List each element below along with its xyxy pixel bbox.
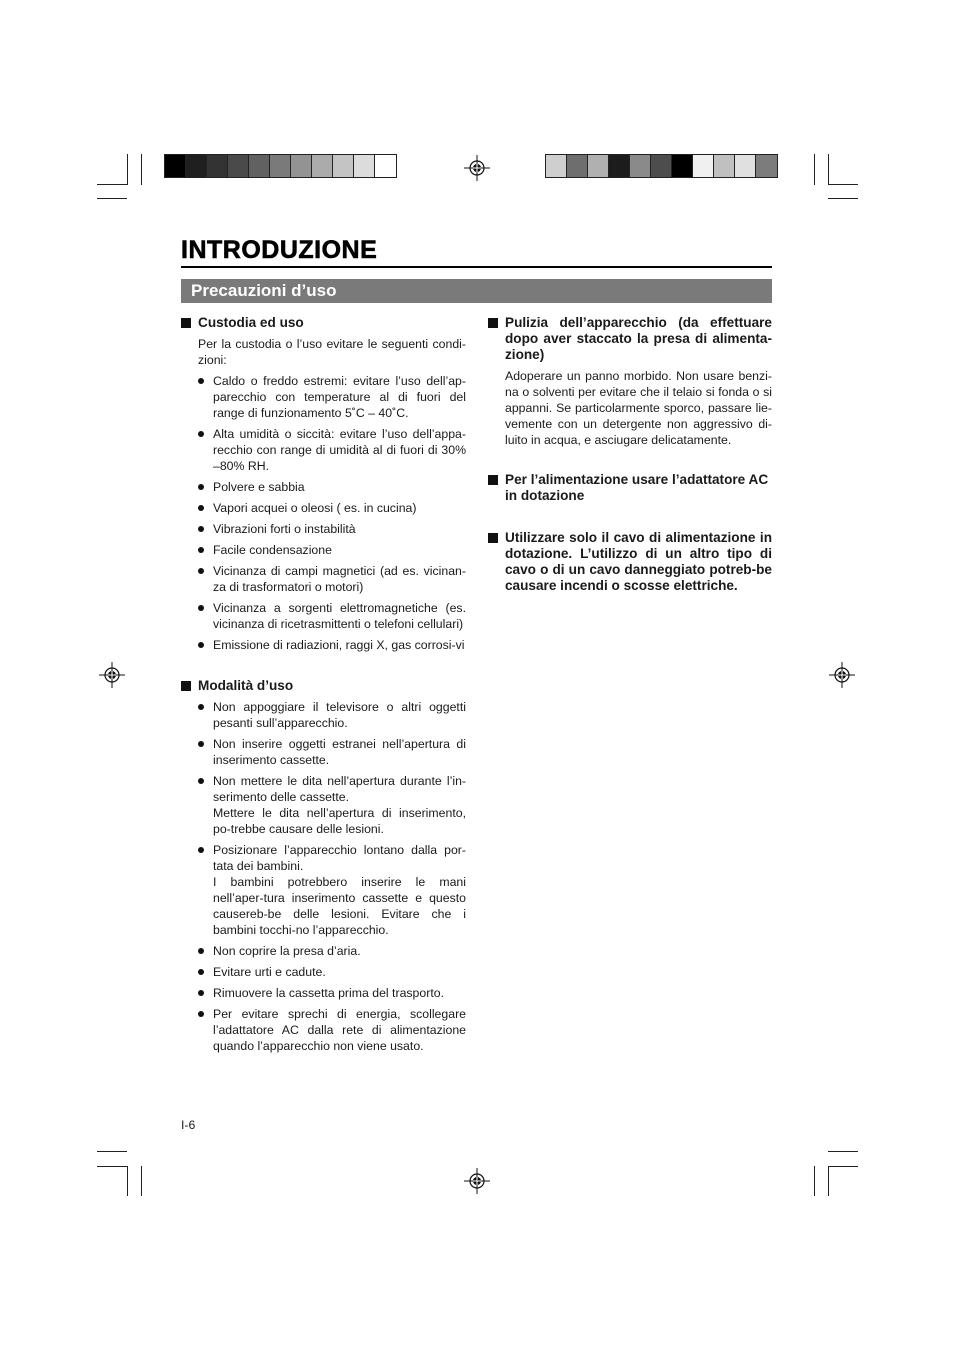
bullet-dot-icon — [198, 484, 204, 490]
list-item-text: Alta umidità o siccità: evitare l’uso dell’appa-recchio con range di umidità al di fuori di 30% –80% RH. — [213, 427, 466, 473]
color-swatch — [333, 155, 354, 177]
modalita-list-item — [181, 1006, 466, 1054]
bullet-dot-icon — [198, 526, 204, 532]
bullet-dot-icon — [198, 948, 204, 954]
list-item-text: Non inserire oggetti estranei nell’apertura di inserimento cassette. — [213, 737, 466, 767]
square-bullet-icon — [488, 475, 498, 485]
bullet-dot-icon — [198, 642, 204, 648]
custodia-intro: Per la custodia o l’uso evitare le seguenti condi-zioni: — [198, 337, 466, 367]
list-item-note: Mettere le dita nell’apertura di inserimento, po-trebbe causare delle lesioni. — [213, 806, 466, 836]
square-bullet-icon — [488, 533, 498, 543]
list-item-text: Vibrazioni forti o instabilità — [213, 522, 356, 536]
color-swatch — [609, 155, 630, 177]
list-item-text: Rimuovere la cassetta prima del trasporto. — [213, 986, 445, 1000]
list-item-text: Non coprire la presa d’aria. — [213, 944, 361, 958]
list-item-text: Non appoggiare il televisore o altri oggetti pesanti sull’apparecchio. — [213, 700, 466, 730]
bullet-dot-icon — [198, 847, 204, 853]
custodia-list-item — [181, 521, 466, 537]
color-swatch — [291, 155, 312, 177]
color-bar-right — [545, 154, 778, 178]
list-item-text: Vapori acquei o oleosi ( es. in cucina) — [213, 501, 417, 515]
custodia-list-item — [181, 563, 466, 595]
modalita-heading — [181, 678, 466, 694]
bullet-dot-icon — [198, 778, 204, 784]
custodia-heading-text: Custodia ed uso — [198, 315, 304, 330]
registration-mark-icon — [464, 155, 490, 181]
bullet-dot-icon — [198, 741, 204, 747]
bullet-dot-icon — [198, 568, 204, 574]
color-swatch — [756, 155, 777, 177]
color-swatch — [228, 155, 249, 177]
list-item-text: Caldo o freddo estremi: evitare l’uso dell’ap-parecchio con temperature al di fuori del range di funzionamento 5˚C – 40˚C. — [213, 374, 466, 420]
modalita-list — [181, 699, 466, 1054]
alimentazione-heading-text: Per l’alimentazione usare l’adattatore AC in dotazione — [505, 472, 769, 503]
custodia-heading — [181, 315, 466, 331]
left-column — [181, 315, 466, 1054]
modalita-list-item — [181, 985, 466, 1001]
cavo-heading-text: Utilizzare solo il cavo di alimentazione in dotazione. L’utilizzo di un altro tipo di cavo o di un cavo danneggiato potreb-be causare incendi o scosse elettriche. — [505, 530, 772, 593]
list-item-text: Non mettere le dita nell’apertura durante l’in-serimento delle cassette. — [213, 774, 466, 804]
custodia-list-item — [181, 542, 466, 558]
custodia-list-item — [181, 479, 466, 495]
modalita-list-item — [181, 699, 466, 731]
bullet-dot-icon — [198, 547, 204, 553]
list-item-text: Facile condensazione — [213, 543, 332, 557]
list-item-text: Evitare urti e cadute. — [213, 965, 326, 979]
color-swatch — [354, 155, 375, 177]
bullet-dot-icon — [198, 1011, 204, 1017]
bullet-dot-icon — [198, 605, 204, 611]
bullet-dot-icon — [198, 431, 204, 437]
custodia-list — [181, 373, 466, 653]
modalita-list-item — [181, 964, 466, 980]
custodia-list-item — [181, 373, 466, 421]
color-swatch — [567, 155, 588, 177]
registration-mark-icon — [464, 1168, 490, 1194]
color-swatch — [651, 155, 672, 177]
modalita-list-item — [181, 736, 466, 768]
color-swatch — [375, 155, 396, 177]
bullet-dot-icon — [198, 990, 204, 996]
color-bar-left — [164, 154, 397, 178]
bullet-dot-icon — [198, 969, 204, 975]
list-item-note: I bambini potrebbero inserire le mani nell’aper-tura inserimento cassette e questo causereb-be delle lesioni. Evitare che i bambini tocchi-no l’apparecchio. — [213, 875, 466, 937]
color-swatch — [672, 155, 693, 177]
color-swatch — [693, 155, 714, 177]
section-header — [181, 279, 772, 303]
color-swatch — [546, 155, 567, 177]
color-swatch — [165, 155, 186, 177]
alimentazione-heading — [488, 472, 772, 504]
page-title: INTRODUZIONE — [181, 236, 378, 264]
custodia-list-item — [181, 637, 466, 653]
page-number: I-6 — [181, 1118, 196, 1132]
bullet-dot-icon — [198, 378, 204, 384]
color-swatch — [249, 155, 270, 177]
color-swatch — [270, 155, 291, 177]
cavo-heading — [488, 530, 772, 594]
registration-mark-icon — [829, 662, 855, 688]
modalita-list-item — [181, 773, 466, 837]
color-swatch — [714, 155, 735, 177]
right-column — [488, 315, 772, 594]
list-item-text: Vicinanza a sorgenti elettromagnetiche (es. vicinanza di ricetrasmittenti o telefoni cellulari) — [213, 601, 466, 631]
color-swatch — [588, 155, 609, 177]
title-rule — [181, 266, 772, 268]
list-item-text: Vicinanza di campi magnetici (ad es. vicinan-za di trasformatori o motori) — [213, 564, 466, 594]
bullet-dot-icon — [198, 505, 204, 511]
square-bullet-icon — [181, 681, 191, 691]
custodia-list-item — [181, 500, 466, 516]
modalita-list-item — [181, 943, 466, 959]
color-swatch — [630, 155, 651, 177]
section-title: Precauzioni d’uso — [191, 281, 337, 300]
list-item-text: Polvere e sabbia — [213, 480, 305, 494]
modalita-heading-text: Modalità d’uso — [198, 678, 294, 693]
list-item-text: Posizionare l’apparecchio lontano dalla por-tata dei bambini. — [213, 843, 466, 873]
bullet-dot-icon — [198, 704, 204, 710]
list-item-text: Emissione di radiazioni, raggi X, gas corrosi-vi — [213, 638, 465, 652]
square-bullet-icon — [181, 318, 191, 328]
registration-mark-icon — [99, 662, 125, 688]
color-swatch — [186, 155, 207, 177]
color-swatch — [735, 155, 756, 177]
pulizia-heading-text: Pulizia dell’apparecchio (da effettuare dopo aver staccato la presa di alimenta-zione) — [505, 315, 772, 362]
color-swatch — [312, 155, 333, 177]
pulizia-text: Adoperare un panno morbido. Non usare benzi-na o solventi per evitare che il telaio si fonda o si appanni. Se particolarmente sporco, passare lie-vemente con un detergente non aggressivo di-luito in acqua, e asciugare delicatamente. — [505, 369, 772, 447]
color-swatch — [207, 155, 228, 177]
custodia-list-item — [181, 600, 466, 632]
modalita-list-item — [181, 842, 466, 938]
custodia-list-item — [181, 426, 466, 474]
square-bullet-icon — [488, 318, 498, 328]
list-item-text: Per evitare sprechi di energia, scollegare l’adattatore AC dalla rete di alimentazione quando l’apparecchio non viene usato. — [213, 1007, 466, 1053]
pulizia-heading — [488, 315, 772, 363]
